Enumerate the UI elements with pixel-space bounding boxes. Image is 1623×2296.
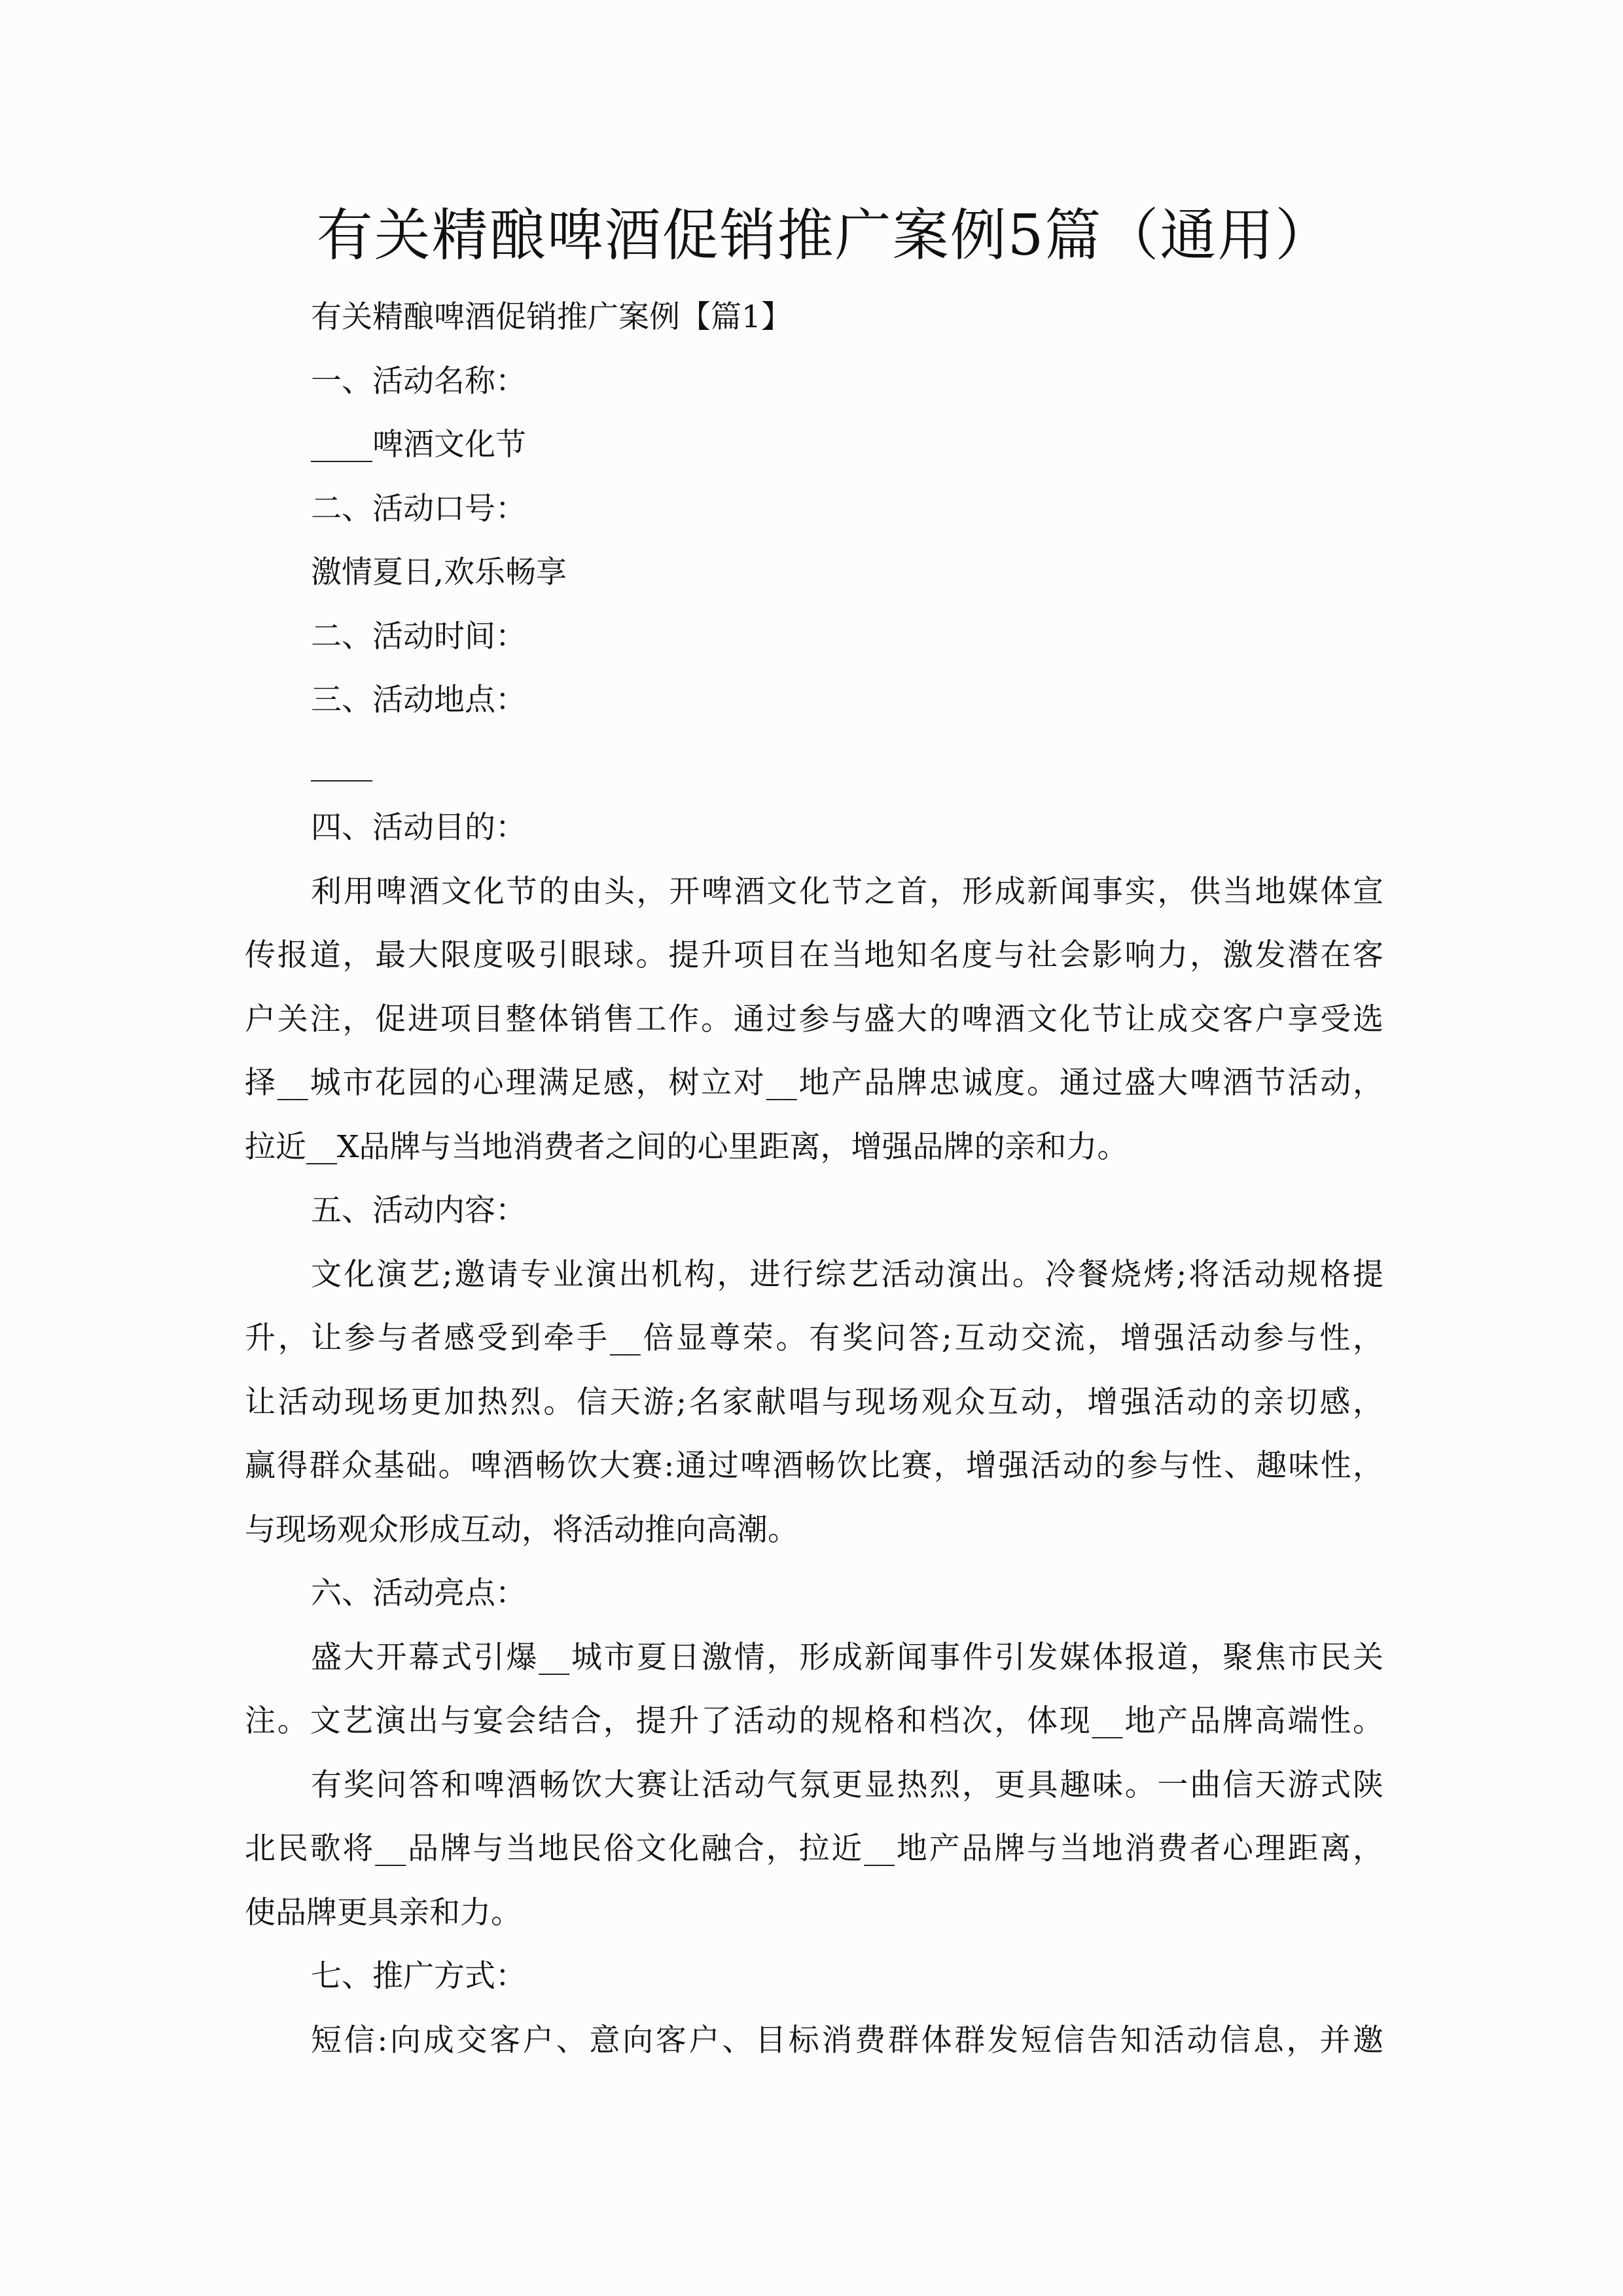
document-title: 有关精酿啤酒促销推广案例5篇（通用） <box>316 203 1333 268</box>
activity-location-value: ____ <box>311 745 372 782</box>
purpose-paragraph-line: 户关注，促进项目整体销售工作。通过参与盛大的啤酒文化节让成交客户享受选 <box>245 1001 1383 1037</box>
highlights-paragraph-line: 注。文艺演出与宴会结合，提升了活动的规格和档次，体现__地产品牌高端性。 <box>245 1703 1383 1739</box>
content-paragraph-line: 让活动现场更加热烈。信天游;名家献唱与现场观众互动，增强活动的亲切感， <box>245 1384 1383 1420</box>
heading-promotion-methods: 七、推广方式： <box>311 1958 526 1994</box>
highlights-paragraph-line: 使品牌更具亲和力。 <box>245 1894 522 1931</box>
content-paragraph-line: 文化演艺;邀请专业演出机构，进行综艺活动演出。冷餐烧烤;将活动规格提 <box>311 1256 1383 1293</box>
content-paragraph-line: 赢得群众基础。啤酒畅饮大赛:通过啤酒畅饮比赛，增强活动的参与性、趣味性， <box>245 1448 1383 1484</box>
purpose-paragraph-line: 利用啤酒文化节的由头，开啤酒文化节之首，形成新闻事实，供当地媒体宣 <box>311 873 1383 910</box>
document-body <box>245 285 1383 2072</box>
heading-activity-slogan: 二、活动口号： <box>311 490 526 527</box>
purpose-paragraph-line: 传报道，最大限度吸引眼球。提升项目在当地知名度与社会影响力，激发潜在客 <box>245 937 1383 973</box>
content-paragraph-line: 与现场观众形成互动，将活动推向高潮。 <box>245 1511 798 1548</box>
content-paragraph-line: 升，让参与者感受到牵手__倍显尊荣。有奖问答;互动交流，增强活动参与性， <box>245 1320 1383 1356</box>
highlights-paragraph-line: 北民歌将__品牌与当地民俗文化融合，拉近__地产品牌与当地消费者心理距离， <box>245 1831 1383 1867</box>
promotion-paragraph-line: 短信:向成交客户、意向客户、目标消费群体群发短信告知活动信息，并邀 <box>311 2022 1383 2058</box>
heading-activity-name: 一、活动名称： <box>311 363 526 399</box>
purpose-paragraph-line: 拉近__X品牌与当地消费者之间的心里距离，增强品牌的亲和力。 <box>245 1128 1128 1165</box>
heading-activity-time: 二、活动时间： <box>311 618 526 655</box>
section-heading-article-1: 有关精酿啤酒促销推广案例【篇1】 <box>311 299 792 335</box>
purpose-paragraph-line: 择__城市花园的心理满足感，树立对__地产品牌忠诚度。通过盛大啤酒节活动， <box>245 1065 1383 1101</box>
activity-name-value: ____啤酒文化节 <box>311 427 526 463</box>
activity-slogan-value: 激情夏日,欢乐畅享 <box>311 554 567 590</box>
heading-activity-purpose: 四、活动目的： <box>311 810 526 846</box>
heading-activity-location: 三、活动地点： <box>311 682 526 718</box>
heading-activity-highlights: 六、活动亮点： <box>311 1575 526 1611</box>
highlights-paragraph-line: 盛大开幕式引爆__城市夏日激情，形成新闻事件引发媒体报道，聚焦市民关 <box>311 1639 1383 1676</box>
heading-activity-content: 五、活动内容： <box>311 1193 526 1229</box>
highlights-paragraph-line: 有奖问答和啤酒畅饮大赛让活动气氛更显热烈，更具趣味。一曲信天游式陕 <box>311 1767 1383 1803</box>
